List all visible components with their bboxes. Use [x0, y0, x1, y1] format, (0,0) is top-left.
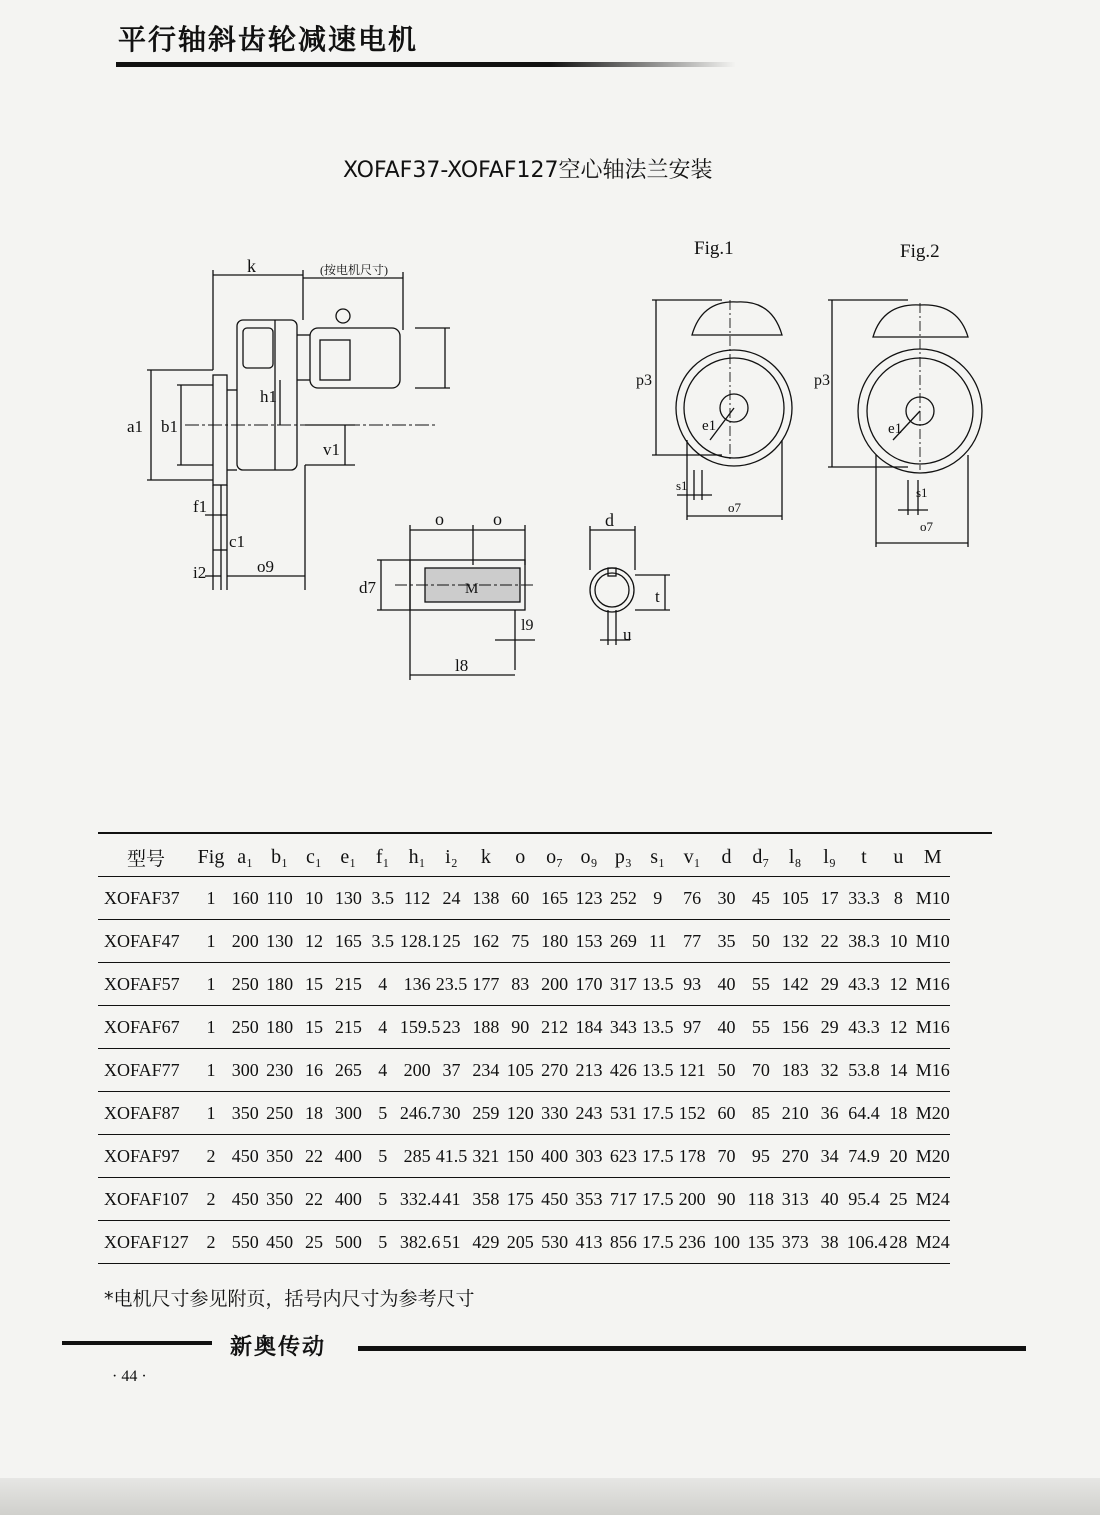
table-cell: M16 [916, 1006, 951, 1049]
table-cell: 162 [469, 920, 503, 963]
table-cell: 106.4 [847, 1221, 881, 1264]
table-cell: 8 [881, 877, 915, 920]
header-col-7: h₁ [400, 838, 434, 877]
dim-t: t [655, 587, 660, 606]
table-cell: 11 [641, 920, 675, 963]
dim-h1: h1 [260, 387, 277, 406]
table-cell: 130 [331, 877, 365, 920]
table-cell: 85 [744, 1092, 778, 1135]
fig1-label: Fig.1 [694, 238, 734, 259]
table-cell: 40 [709, 1006, 743, 1049]
table-cell: 1 [194, 1006, 228, 1049]
table-cell: 3.5 [366, 920, 400, 963]
table-cell: M20 [916, 1092, 951, 1135]
fig1-dim-e1: e1 [702, 418, 717, 434]
cell-model: XOFAF107 [98, 1178, 194, 1221]
table-cell: 205 [503, 1221, 537, 1264]
table-cell: 2 [194, 1221, 228, 1264]
table-cell: 5 [366, 1221, 400, 1264]
table-cell: 136 [400, 963, 434, 1006]
table-cell: 105 [503, 1049, 537, 1092]
table-cell: 23.5 [434, 963, 468, 1006]
header-col-16: d [709, 838, 743, 877]
table-cell: 152 [675, 1092, 709, 1135]
table-cell: 18 [297, 1092, 331, 1135]
table-cell: 321 [469, 1135, 503, 1178]
table-cell: 5 [366, 1178, 400, 1221]
table-cell: 17.5 [641, 1092, 675, 1135]
table-cell: 41 [434, 1178, 468, 1221]
header-col-22: M [916, 838, 951, 877]
table-cell: 12 [881, 963, 915, 1006]
table-cell: 212 [537, 1006, 571, 1049]
table-cell: 142 [778, 963, 812, 1006]
table-cell: 1 [194, 963, 228, 1006]
table-cell: 22 [297, 1135, 331, 1178]
table-cell: 250 [228, 1006, 262, 1049]
table-cell: 38 [812, 1221, 846, 1264]
table-cell: 23 [434, 1006, 468, 1049]
header-col-19: l₉ [812, 838, 846, 877]
hollow-shaft-drawing [355, 505, 555, 690]
table-cell: 120 [503, 1092, 537, 1135]
table-cell: 358 [469, 1178, 503, 1221]
table-cell: 180 [262, 1006, 296, 1049]
table-cell: 90 [709, 1178, 743, 1221]
footer-rule-right [358, 1346, 1026, 1351]
table-cell: 110 [262, 877, 296, 920]
table-cell: 270 [537, 1049, 571, 1092]
dim-b1: b1 [161, 417, 178, 436]
table-cell: 252 [606, 877, 640, 920]
table-cell: 13.5 [641, 1006, 675, 1049]
table-cell: 2 [194, 1135, 228, 1178]
table-cell: 40 [812, 1178, 846, 1221]
table-cell: 269 [606, 920, 640, 963]
cell-model: XOFAF47 [98, 920, 194, 963]
table-cell: 22 [297, 1178, 331, 1221]
table-row [98, 877, 992, 920]
header-col-1: Fig [194, 838, 228, 877]
table-cell: 200 [675, 1178, 709, 1221]
table-cell: 55 [744, 1006, 778, 1049]
table-cell: 37 [434, 1049, 468, 1092]
footer-brand: 新奥传动 [230, 1335, 327, 1360]
table-cell: 14 [881, 1049, 915, 1092]
spec-table [98, 838, 992, 1264]
header-col-10: o [503, 838, 537, 877]
table-cell: 300 [331, 1092, 365, 1135]
table-cell: 234 [469, 1049, 503, 1092]
table-cell: 230 [262, 1049, 296, 1092]
table-cell: 43.3 [847, 963, 881, 1006]
fig2-label: Fig.2 [900, 241, 940, 262]
table-cell: 35 [709, 920, 743, 963]
dim-l8: l8 [455, 656, 469, 675]
table-cell: 426 [606, 1049, 640, 1092]
table-cell: 353 [572, 1178, 606, 1221]
fig2-dim-p3: p3 [814, 372, 830, 389]
table-row [98, 1178, 992, 1221]
page-header-title: 平行轴斜齿轮减速电机 [118, 23, 419, 56]
table-cell: 12 [297, 920, 331, 963]
table-cell: 1 [194, 1049, 228, 1092]
header-col-2: a₁ [228, 838, 262, 877]
table-cell: 3.5 [366, 877, 400, 920]
cell-model: XOFAF77 [98, 1049, 194, 1092]
table-cell: 2 [194, 1178, 228, 1221]
table-cell: 128.1 [400, 920, 434, 963]
table-cell: 5 [366, 1135, 400, 1178]
header-col-12: o₉ [572, 838, 606, 877]
table-cell: 9 [641, 877, 675, 920]
table-cell: 500 [331, 1221, 365, 1264]
table-cell: 184 [572, 1006, 606, 1049]
table-cell: 38.3 [847, 920, 881, 963]
header-col-20: t [847, 838, 881, 877]
table-cell: M10 [916, 877, 951, 920]
table-cell: 15 [297, 963, 331, 1006]
table-cell: 4 [366, 1006, 400, 1049]
table-cell: 29 [812, 1006, 846, 1049]
table-cell: M16 [916, 963, 951, 1006]
table-cell: 76 [675, 877, 709, 920]
table-cell: 93 [675, 963, 709, 1006]
shaft-cross-section [575, 510, 675, 650]
header-rule [116, 62, 736, 67]
table-cell: 160 [228, 877, 262, 920]
dim-o-left: o [435, 509, 444, 529]
table-cell: 74.9 [847, 1135, 881, 1178]
table-cell: 250 [228, 963, 262, 1006]
table-cell: 55 [744, 963, 778, 1006]
table-cell: 178 [675, 1135, 709, 1178]
table-cell: 16 [297, 1049, 331, 1092]
fig2-front-view [808, 295, 988, 550]
table-cell: 170 [572, 963, 606, 1006]
table-cell: 123 [572, 877, 606, 920]
table-cell: 95 [744, 1135, 778, 1178]
table-cell: 343 [606, 1006, 640, 1049]
table-header-row [98, 838, 992, 877]
table-cell: 100 [709, 1221, 743, 1264]
table-cell: M10 [916, 920, 951, 963]
table-cell: 243 [572, 1092, 606, 1135]
header-col-5: e₁ [331, 838, 365, 877]
fig2-dim-e1: e1 [888, 421, 903, 437]
table-cell: 24 [434, 877, 468, 920]
dim-o-right: o [493, 509, 502, 529]
table-cell: 45 [744, 877, 778, 920]
table-cell: 17.5 [641, 1135, 675, 1178]
dim-l9: l9 [521, 617, 534, 634]
table-cell: 350 [262, 1178, 296, 1221]
table-cell: 856 [606, 1221, 640, 1264]
table-cell: 17.5 [641, 1178, 675, 1221]
table-cell: 121 [675, 1049, 709, 1092]
table-cell: 15 [297, 1006, 331, 1049]
scan-bottom-edge [0, 1478, 1100, 1515]
table-row [98, 963, 992, 1006]
table-cell: 165 [331, 920, 365, 963]
table-cell: M20 [916, 1135, 951, 1178]
table-cell: M24 [916, 1178, 951, 1221]
cell-model: XOFAF57 [98, 963, 194, 1006]
table-cell: 250 [262, 1092, 296, 1135]
dim-M: M [465, 581, 479, 597]
table-cell: 13.5 [641, 1049, 675, 1092]
table-cell: 180 [537, 920, 571, 963]
table-cell: 43.3 [847, 1006, 881, 1049]
table-cell: 10 [297, 877, 331, 920]
footnote: *电机尺寸参见附页，括号内尺寸为参考尺寸 [104, 1288, 475, 1310]
section-title: XOFAF37-XOFAF127空心轴法兰安装 [343, 158, 713, 183]
cell-model: XOFAF67 [98, 1006, 194, 1049]
dim-a1: a1 [127, 417, 144, 436]
table-cell: 350 [262, 1135, 296, 1178]
table-cell: 1 [194, 877, 228, 920]
table-cell: 70 [709, 1135, 743, 1178]
cell-model: XOFAF37 [98, 877, 194, 920]
dim-k: k [247, 256, 256, 276]
dim-f1: f1 [193, 497, 208, 516]
table-cell: 118 [744, 1178, 778, 1221]
table-cell: 17 [812, 877, 846, 920]
dim-u: u [623, 625, 632, 644]
table-cell: 77 [675, 920, 709, 963]
table-cell: 135 [744, 1221, 778, 1264]
table-cell: 41.5 [434, 1135, 468, 1178]
table-cell: 450 [228, 1178, 262, 1221]
table-row [98, 1135, 992, 1178]
header-col-11: o₇ [537, 838, 571, 877]
header-col-18: l₈ [778, 838, 812, 877]
footer-rule-left [62, 1341, 212, 1345]
table-cell: 29 [812, 963, 846, 1006]
table-cell: 10 [881, 920, 915, 963]
table-cell: 175 [503, 1178, 537, 1221]
table-cell: 259 [469, 1092, 503, 1135]
motor-size-note: (按电机尺寸) [320, 263, 388, 277]
cell-model: XOFAF127 [98, 1221, 194, 1264]
table-cell: 215 [331, 1006, 365, 1049]
table-cell: 40 [709, 963, 743, 1006]
table-row [98, 1092, 992, 1135]
dim-d: d [605, 510, 614, 530]
header-col-13: p₃ [606, 838, 640, 877]
table-cell: 51 [434, 1221, 468, 1264]
table-cell: 270 [778, 1135, 812, 1178]
header-col-17: d₇ [744, 838, 778, 877]
table-cell: 50 [709, 1049, 743, 1092]
table-cell: 70 [744, 1049, 778, 1092]
cell-model: XOFAF97 [98, 1135, 194, 1178]
header-model: 型号 [98, 838, 194, 877]
table-cell: 32 [812, 1049, 846, 1092]
table-cell: 83 [503, 963, 537, 1006]
table-cell: 33.3 [847, 877, 881, 920]
table-cell: 450 [537, 1178, 571, 1221]
table-cell: 12 [881, 1006, 915, 1049]
table-cell: 150 [503, 1135, 537, 1178]
table-cell: 285 [400, 1135, 434, 1178]
dim-v1: v1 [323, 440, 340, 459]
table-cell: 138 [469, 877, 503, 920]
table-cell: 1 [194, 920, 228, 963]
table-cell: 30 [709, 877, 743, 920]
table-cell: 180 [262, 963, 296, 1006]
table-cell: 530 [537, 1221, 571, 1264]
table-cell: 130 [262, 920, 296, 963]
table-cell: 382.6 [400, 1221, 434, 1264]
table-cell: 265 [331, 1049, 365, 1092]
table-cell: 300 [228, 1049, 262, 1092]
table-cell: 717 [606, 1178, 640, 1221]
table-cell: 132 [778, 920, 812, 963]
table-cell: 28 [881, 1221, 915, 1264]
fig1-dim-o7: o7 [728, 500, 741, 515]
table-cell: 188 [469, 1006, 503, 1049]
table-cell: 413 [572, 1221, 606, 1264]
table-cell: M24 [916, 1221, 951, 1264]
header-col-3: b₁ [262, 838, 296, 877]
table-cell: 17.5 [641, 1221, 675, 1264]
fig1-front-view [632, 290, 812, 530]
table-cell: 165 [537, 877, 571, 920]
table-cell: 350 [228, 1092, 262, 1135]
table-cell: 215 [331, 963, 365, 1006]
table-cell: 112 [400, 877, 434, 920]
table-row [98, 1006, 992, 1049]
table-cell: 450 [262, 1221, 296, 1264]
table-cell: 213 [572, 1049, 606, 1092]
table-cell: 159.5 [400, 1006, 434, 1049]
table-cell: 4 [366, 963, 400, 1006]
table-row [98, 920, 992, 963]
header-col-21: u [881, 838, 915, 877]
fig1-dim-s1: s1 [676, 478, 688, 493]
header-col-8: i₂ [434, 838, 468, 877]
table-cell: 25 [881, 1178, 915, 1221]
table-cell: 236 [675, 1221, 709, 1264]
header-col-6: f₁ [366, 838, 400, 877]
table-cell: 332.4 [400, 1178, 434, 1221]
table-cell: 183 [778, 1049, 812, 1092]
table-cell: 64.4 [847, 1092, 881, 1135]
table-cell: 36 [812, 1092, 846, 1135]
table-cell: 200 [400, 1049, 434, 1092]
table-cell: 200 [537, 963, 571, 1006]
table-cell: 50 [744, 920, 778, 963]
table-row [98, 1221, 992, 1264]
header-col-15: v₁ [675, 838, 709, 877]
table-cell: 75 [503, 920, 537, 963]
fig1-dim-p3: p3 [636, 372, 652, 389]
table-body [98, 877, 992, 1264]
table-cell: 177 [469, 963, 503, 1006]
table-cell: 429 [469, 1221, 503, 1264]
table-cell: 400 [537, 1135, 571, 1178]
table-cell: 153 [572, 920, 606, 963]
table-cell: 623 [606, 1135, 640, 1178]
table-cell: 97 [675, 1006, 709, 1049]
table-cell: 25 [297, 1221, 331, 1264]
table-cell: 1 [194, 1092, 228, 1135]
table-cell: 4 [366, 1049, 400, 1092]
table-cell: 18 [881, 1092, 915, 1135]
dim-o9: o9 [257, 557, 274, 576]
table-cell: 34 [812, 1135, 846, 1178]
header-col-9: k [469, 838, 503, 877]
table-cell: 531 [606, 1092, 640, 1135]
spec-table-container [98, 832, 992, 1264]
page-number: · 44 · [112, 1368, 147, 1385]
table-cell: 373 [778, 1221, 812, 1264]
table-cell: 90 [503, 1006, 537, 1049]
table-cell: 200 [228, 920, 262, 963]
table-cell: 330 [537, 1092, 571, 1135]
header-col-14: s₁ [641, 838, 675, 877]
table-row [98, 1049, 992, 1092]
dim-i2: i2 [193, 563, 207, 582]
table-cell: 60 [709, 1092, 743, 1135]
table-cell: 30 [434, 1092, 468, 1135]
table-cell: 105 [778, 877, 812, 920]
table-cell: M16 [916, 1049, 951, 1092]
table-cell: 22 [812, 920, 846, 963]
table-cell: 550 [228, 1221, 262, 1264]
table-cell: 25 [434, 920, 468, 963]
table-cell: 5 [366, 1092, 400, 1135]
table-cell: 156 [778, 1006, 812, 1049]
table-cell: 400 [331, 1178, 365, 1221]
table-cell: 313 [778, 1178, 812, 1221]
fig2-dim-o7: o7 [920, 519, 933, 534]
fig2-dim-s1: s1 [916, 485, 928, 500]
table-cell: 95.4 [847, 1178, 881, 1221]
header-col-4: c₁ [297, 838, 331, 877]
table-top-rule [98, 832, 992, 834]
dim-d7: d7 [359, 578, 376, 597]
table-cell: 317 [606, 963, 640, 1006]
table-cell: 303 [572, 1135, 606, 1178]
table-cell: 246.7 [400, 1092, 434, 1135]
cell-model: XOFAF87 [98, 1092, 194, 1135]
table-cell: 400 [331, 1135, 365, 1178]
table-cell: 60 [503, 877, 537, 920]
table-cell: 210 [778, 1092, 812, 1135]
table-cell: 53.8 [847, 1049, 881, 1092]
table-cell: 20 [881, 1135, 915, 1178]
dim-c1: c1 [229, 532, 246, 551]
table-cell: 450 [228, 1135, 262, 1178]
table-cell: 13.5 [641, 963, 675, 1006]
